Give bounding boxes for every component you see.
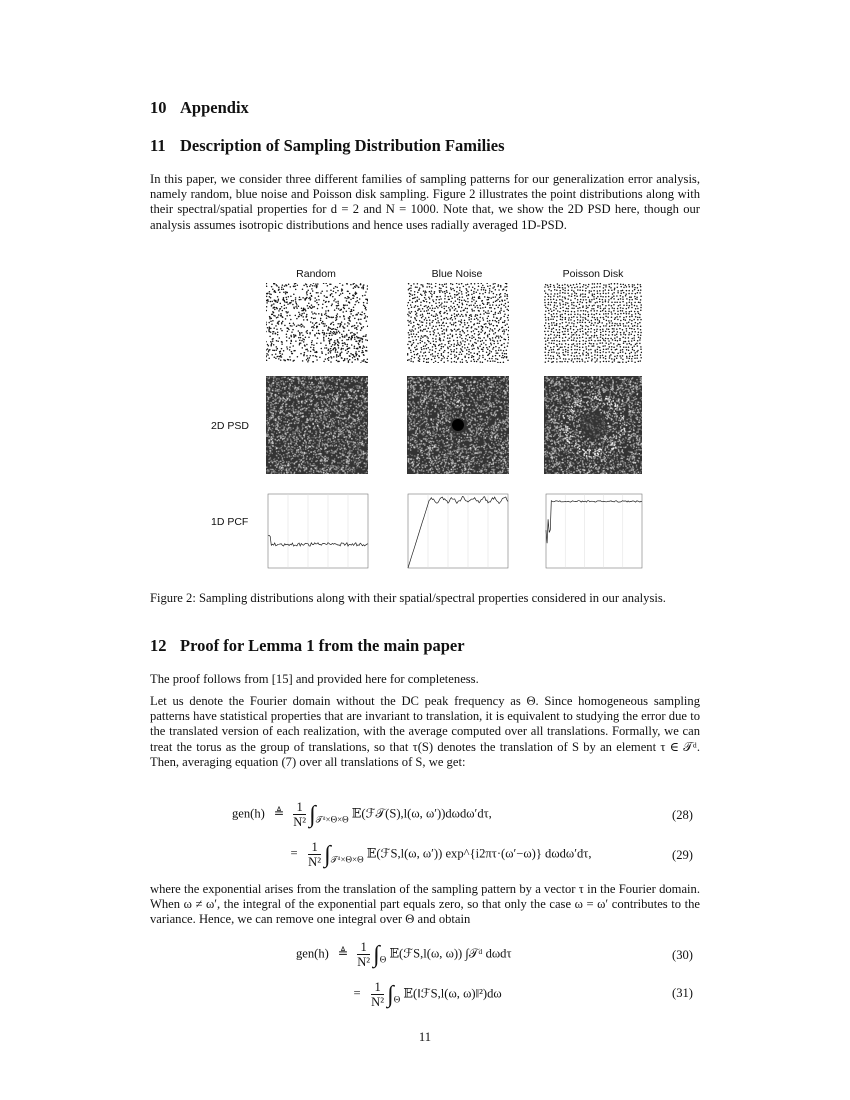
equation-number-28: (28) <box>672 808 693 822</box>
equation-30: gen(h) ≜ $\frac{1}{\text{N²}}$ $\int_\Theta$ 𝔼(ℱS,l(ω, ω)) ∫𝒯ᵈ dωdτ <box>296 940 512 969</box>
after-equation-paragraph: where the exponential arises from the translation of the sampling pattern by a vector τ in the Fourier domain. When ω ≠ ω′, the integral of the exponential part equals zero, so that only the case ω = ω′ contributes to the variance. Hence, we can remove one integral over Θ and obtain <box>150 882 700 927</box>
section-heading-proof: 12 Proof for Lemma 1 from the main paper <box>150 636 465 655</box>
proof-source-paragraph: The proof follows from [15] and provided here for completeness. <box>150 672 479 686</box>
figure-column-title-blue-noise: Blue Noise <box>431 268 483 280</box>
blue-noise-psd-image <box>407 376 509 474</box>
equation-number-31: (31) <box>672 986 693 1000</box>
figure-column-title-random: Random <box>296 268 336 280</box>
random-point-set <box>266 283 368 363</box>
equation-31: = $\frac{1}{\text{N²}}$ $\int_\Theta$ 𝔼(‖ℱS,l(ω, ω)‖²)dω <box>353 980 502 1009</box>
equation-28: gen(h) ≜ $\frac{1}{\text{N²}}$ $\int_{𝒯ᵈ\times\Theta\times\Theta}$ 𝔼(ℱ𝒯(S),l(ω, ω′))dωdω′dτ, <box>232 800 492 829</box>
blue-noise-point-set <box>407 283 509 363</box>
intro-paragraph: In this paper, we consider three different families of sampling patterns for our generalization error analysis, namely random, blue noise and Poisson disk sampling. Figure 2 illustrates the point distributions along with their spectral/spatial properties for d = 2 and N = 1000. Note that, we show the 2D PSD here, though our analysis assumes isotropic distributions and hence uses radially averaged 1D-PSD. <box>150 172 700 232</box>
equation-number-29: (29) <box>672 848 693 862</box>
section-heading-sampling: 11 Description of Sampling Distribution Families <box>150 136 505 155</box>
poisson-disk-point-set <box>544 283 642 363</box>
poisson-disk-psd-image <box>544 376 642 474</box>
random-pcf-plot <box>256 490 370 578</box>
section-heading-appendix: 10 Appendix <box>150 98 249 117</box>
equation-29: = $\frac{1}{\text{N²}}$ $\int_{𝒯ᵈ\times\Theta\times\Theta}$ 𝔼(ℱS,l(ω, ω′)) exp^{i2πτ·(ω′−ω)} dωdω′dτ, <box>290 840 592 869</box>
poisson-disk-pcf-plot <box>534 490 644 578</box>
page-number: 11 <box>418 1030 432 1044</box>
figure-row-label-pcf: 1D PCF <box>211 516 249 528</box>
figure-column-title-poisson-disk: Poisson Disk <box>562 268 624 280</box>
equation-number-30: (30) <box>672 948 693 962</box>
random-psd-image <box>266 376 368 474</box>
figure-caption: Figure 2: Sampling distributions along with their spatial/spectral properties considered in our analysis. <box>150 591 666 605</box>
blue-noise-pcf-plot <box>396 490 510 578</box>
proof-body-paragraph: Let us denote the Fourier domain without the DC peak frequency as Θ. Since homogeneous sampling patterns have statistical properties that are invariant to translation, it is equivalent to studying the error due to the translated version of each realization, with the average computed over all translations. Formally, we can treat the torus as the group of translations, so that τ(S) denotes the translation of S by an element τ ∈ 𝒯ᵈ. Then, averaging equation (7) over all translations of S, we get: <box>150 694 700 769</box>
figure-row-label-psd: 2D PSD <box>211 420 249 432</box>
